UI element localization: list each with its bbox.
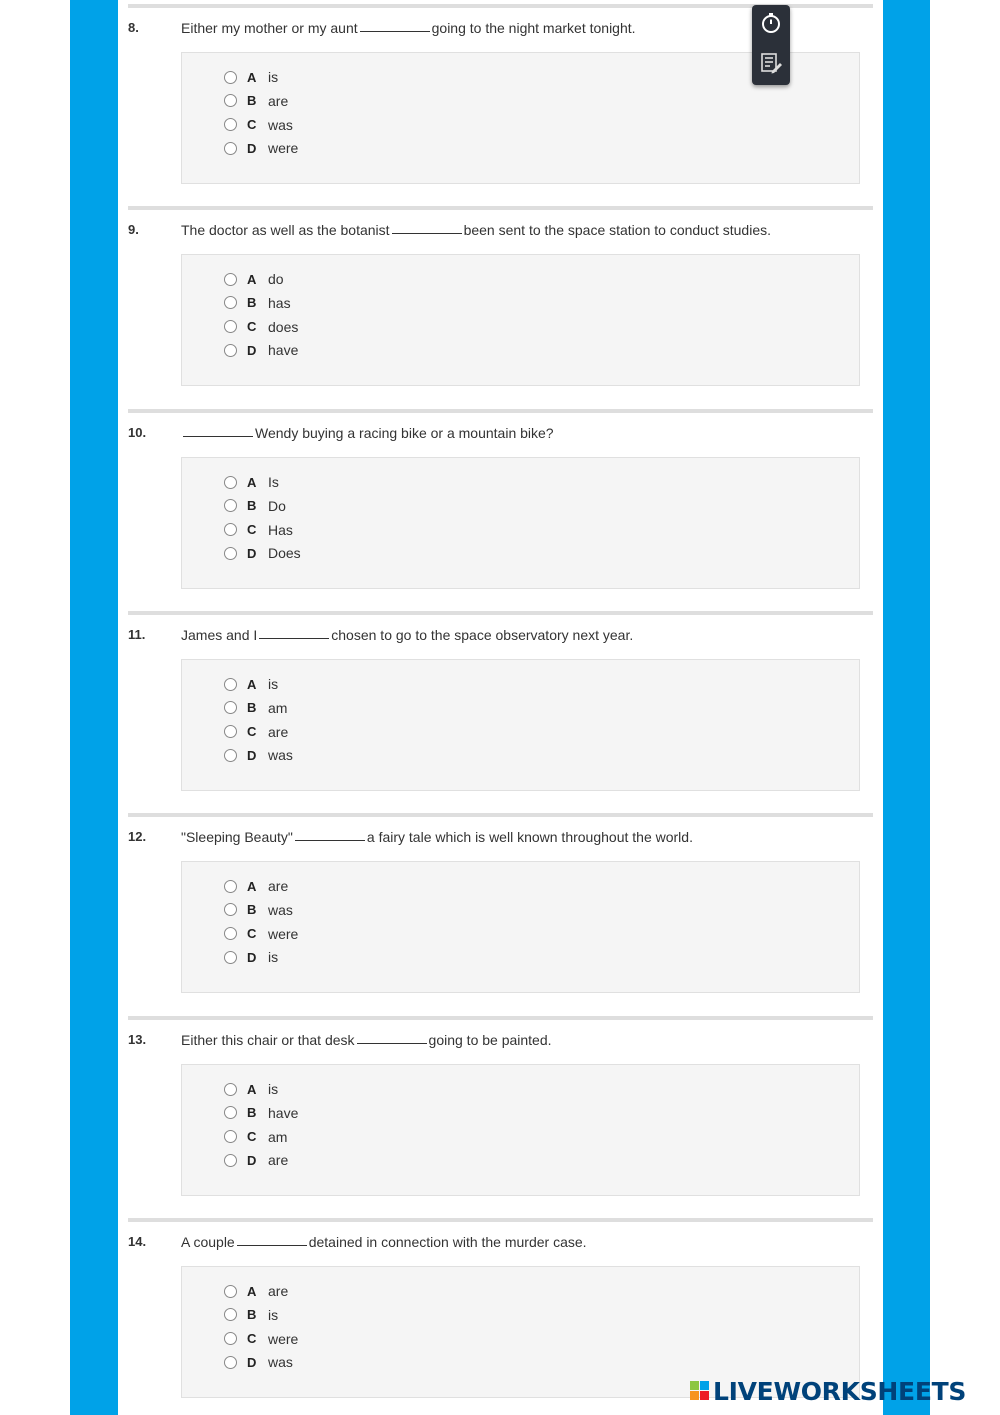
question-divider	[128, 206, 873, 210]
radio-button[interactable]	[224, 1130, 237, 1143]
answer-blank	[360, 25, 430, 32]
option-text: are	[268, 1283, 289, 1299]
radio-button[interactable]	[224, 94, 237, 107]
left-blue-border	[70, 0, 118, 1415]
option-d[interactable]	[224, 544, 301, 562]
question-divider	[128, 813, 873, 817]
option-letter: A	[247, 69, 257, 85]
option-a[interactable]	[224, 1080, 278, 1098]
radio-button[interactable]	[224, 927, 237, 940]
radio-button[interactable]	[224, 71, 237, 84]
option-text: Is	[268, 474, 279, 490]
question-text-before: A couple	[181, 1234, 235, 1250]
option-letter: D	[247, 1152, 257, 1168]
option-text: are	[268, 878, 289, 894]
question-divider	[128, 1218, 873, 1222]
option-letter: D	[247, 140, 257, 156]
question-text-after: a fairy tale which is well known throughout the world.	[366, 829, 693, 845]
radio-button[interactable]	[224, 499, 237, 512]
option-b[interactable]	[224, 699, 287, 717]
question-number: 10.	[128, 425, 147, 440]
option-a[interactable]	[224, 473, 279, 491]
option-letter: B	[247, 700, 257, 716]
option-c[interactable]	[224, 925, 298, 943]
liveworksheets-logo	[690, 1375, 990, 1407]
answer-blank	[237, 1239, 307, 1246]
option-text: is	[268, 949, 279, 966]
radio-button[interactable]	[224, 749, 237, 762]
option-text: have	[268, 342, 299, 359]
option-letter: C	[247, 1129, 257, 1145]
radio-button[interactable]	[224, 1308, 237, 1321]
option-d[interactable]	[224, 1353, 293, 1371]
question-text	[181, 20, 636, 36]
logo-mark-icon	[690, 1381, 710, 1401]
option-letter: D	[247, 949, 257, 965]
question-number: 8.	[128, 20, 139, 35]
answer-blank	[392, 227, 462, 234]
option-c[interactable]	[224, 723, 288, 741]
question-number: 14.	[128, 1234, 147, 1249]
question-text-after: Wendy buying a racing bike or a mountain bike?	[255, 425, 554, 441]
radio-button[interactable]	[224, 476, 237, 489]
option-a[interactable]	[224, 270, 284, 288]
option-text: are	[268, 92, 289, 109]
floating-toolbar	[752, 5, 790, 85]
option-c[interactable]	[224, 318, 298, 336]
option-letter: D	[247, 545, 257, 561]
answer-blank	[357, 1037, 427, 1044]
option-text: were	[268, 1330, 299, 1347]
question-divider	[128, 611, 873, 615]
logo-text: LIVEWORKSHEETS	[713, 1376, 967, 1406]
option-text: Do	[268, 497, 286, 514]
option-b[interactable]	[224, 497, 286, 515]
radio-button[interactable]	[224, 951, 237, 964]
option-text: Does	[268, 545, 301, 562]
option-c[interactable]	[224, 521, 293, 539]
options-box	[181, 254, 860, 386]
radio-button[interactable]	[224, 547, 237, 560]
question-text-before: "Sleeping Beauty"	[181, 829, 293, 845]
option-text: are	[268, 723, 289, 740]
option-text: is	[268, 69, 279, 85]
option-b[interactable]	[224, 1104, 298, 1122]
option-d[interactable]	[224, 948, 278, 966]
radio-button[interactable]	[224, 523, 237, 536]
option-text: am	[268, 1128, 288, 1145]
question-number: 9.	[128, 222, 139, 237]
question-text	[181, 425, 554, 441]
option-letter: A	[247, 676, 257, 692]
option-text: is	[268, 1081, 279, 1097]
option-letter: B	[247, 1105, 257, 1121]
question-text-before: The doctor as well as the botanist	[181, 222, 390, 238]
question-text-after: been sent to the space station to conduct studies.	[463, 222, 771, 238]
radio-button[interactable]	[224, 118, 237, 131]
radio-button[interactable]	[224, 1356, 237, 1369]
question-text-after: detained in connection with the murder case.	[308, 1234, 587, 1250]
option-letter: B	[247, 295, 257, 311]
question-text	[181, 1032, 552, 1048]
timer-icon[interactable]	[759, 11, 783, 35]
radio-button[interactable]	[224, 142, 237, 155]
options-box	[181, 659, 860, 791]
option-letter: B	[247, 902, 257, 918]
question-text	[181, 627, 633, 643]
option-letter: A	[247, 878, 257, 894]
option-letter: D	[247, 1354, 257, 1370]
answer-blank	[183, 430, 253, 437]
option-text: was	[268, 901, 293, 918]
question-text	[181, 829, 693, 845]
option-d[interactable]	[224, 746, 293, 764]
question-text-after: going to the night market tonight.	[431, 20, 636, 36]
option-letter: D	[247, 747, 257, 763]
question-text-before: James and I	[181, 627, 258, 643]
answer-blank	[295, 834, 365, 841]
radio-button[interactable]	[224, 678, 237, 691]
radio-button[interactable]	[224, 903, 237, 916]
radio-button[interactable]	[224, 1106, 237, 1119]
option-c[interactable]	[224, 1330, 298, 1348]
option-text: are	[268, 1152, 289, 1169]
answer-blank	[259, 632, 329, 639]
option-c[interactable]	[224, 116, 293, 134]
options-box	[181, 457, 860, 589]
question-text	[181, 222, 771, 238]
option-letter: A	[247, 1283, 257, 1299]
option-letter: C	[247, 522, 257, 538]
option-letter: A	[247, 474, 257, 490]
question-divider	[128, 1016, 873, 1020]
option-text: was	[268, 116, 293, 133]
option-letter: B	[247, 93, 257, 109]
option-a[interactable]	[224, 877, 288, 895]
option-text: were	[268, 140, 299, 157]
option-text: does	[268, 318, 299, 335]
radio-button[interactable]	[224, 1285, 237, 1298]
radio-button[interactable]	[224, 701, 237, 714]
notes-icon[interactable]	[759, 51, 783, 75]
radio-button[interactable]	[224, 320, 237, 333]
option-letter: D	[247, 342, 257, 358]
option-b[interactable]	[224, 294, 291, 312]
option-b[interactable]	[224, 901, 293, 919]
radio-button[interactable]	[224, 725, 237, 738]
radio-button[interactable]	[224, 344, 237, 357]
option-b[interactable]	[224, 1306, 278, 1324]
option-d[interactable]	[224, 139, 298, 157]
question-text	[181, 1234, 587, 1250]
option-text: have	[268, 1104, 299, 1121]
option-text: do	[268, 271, 284, 287]
options-box	[181, 1064, 860, 1196]
question-divider	[128, 409, 873, 413]
option-letter: B	[247, 1307, 257, 1323]
question-number: 12.	[128, 829, 147, 844]
option-letter: C	[247, 724, 257, 740]
question-number: 11.	[128, 627, 146, 642]
option-letter: C	[247, 117, 257, 133]
option-a[interactable]	[224, 675, 278, 693]
option-text: am	[268, 699, 288, 716]
option-d[interactable]	[224, 341, 298, 359]
option-a[interactable]	[224, 68, 278, 86]
option-text: were	[268, 925, 299, 942]
radio-button[interactable]	[224, 1154, 237, 1167]
option-text: was	[268, 747, 293, 764]
option-letter: C	[247, 1331, 257, 1347]
option-letter: C	[247, 926, 257, 942]
option-text: was	[268, 1354, 293, 1371]
option-letter: B	[247, 498, 257, 514]
option-c[interactable]	[224, 1128, 287, 1146]
option-text: is	[268, 1306, 279, 1323]
options-box	[181, 861, 860, 993]
question-text-before: Either this chair or that desk	[181, 1032, 355, 1048]
radio-button[interactable]	[224, 1332, 237, 1345]
right-blue-border	[883, 0, 930, 1415]
option-text: has	[268, 294, 291, 311]
option-a[interactable]	[224, 1282, 288, 1300]
radio-button[interactable]	[224, 273, 237, 286]
option-letter: A	[247, 1081, 257, 1097]
question-text-after: going to be painted.	[428, 1032, 552, 1048]
option-letter: C	[247, 319, 257, 335]
radio-button[interactable]	[224, 296, 237, 309]
radio-button[interactable]	[224, 880, 237, 893]
option-letter: A	[247, 271, 257, 287]
radio-button[interactable]	[224, 1083, 237, 1096]
option-text: is	[268, 676, 279, 692]
question-text-before: Either my mother or my aunt	[181, 20, 358, 36]
question-text-after: chosen to go to the space observatory next year.	[331, 627, 634, 643]
option-text: Has	[268, 521, 293, 538]
question-number: 13.	[128, 1032, 147, 1047]
option-d[interactable]	[224, 1151, 288, 1169]
option-b[interactable]	[224, 92, 288, 110]
